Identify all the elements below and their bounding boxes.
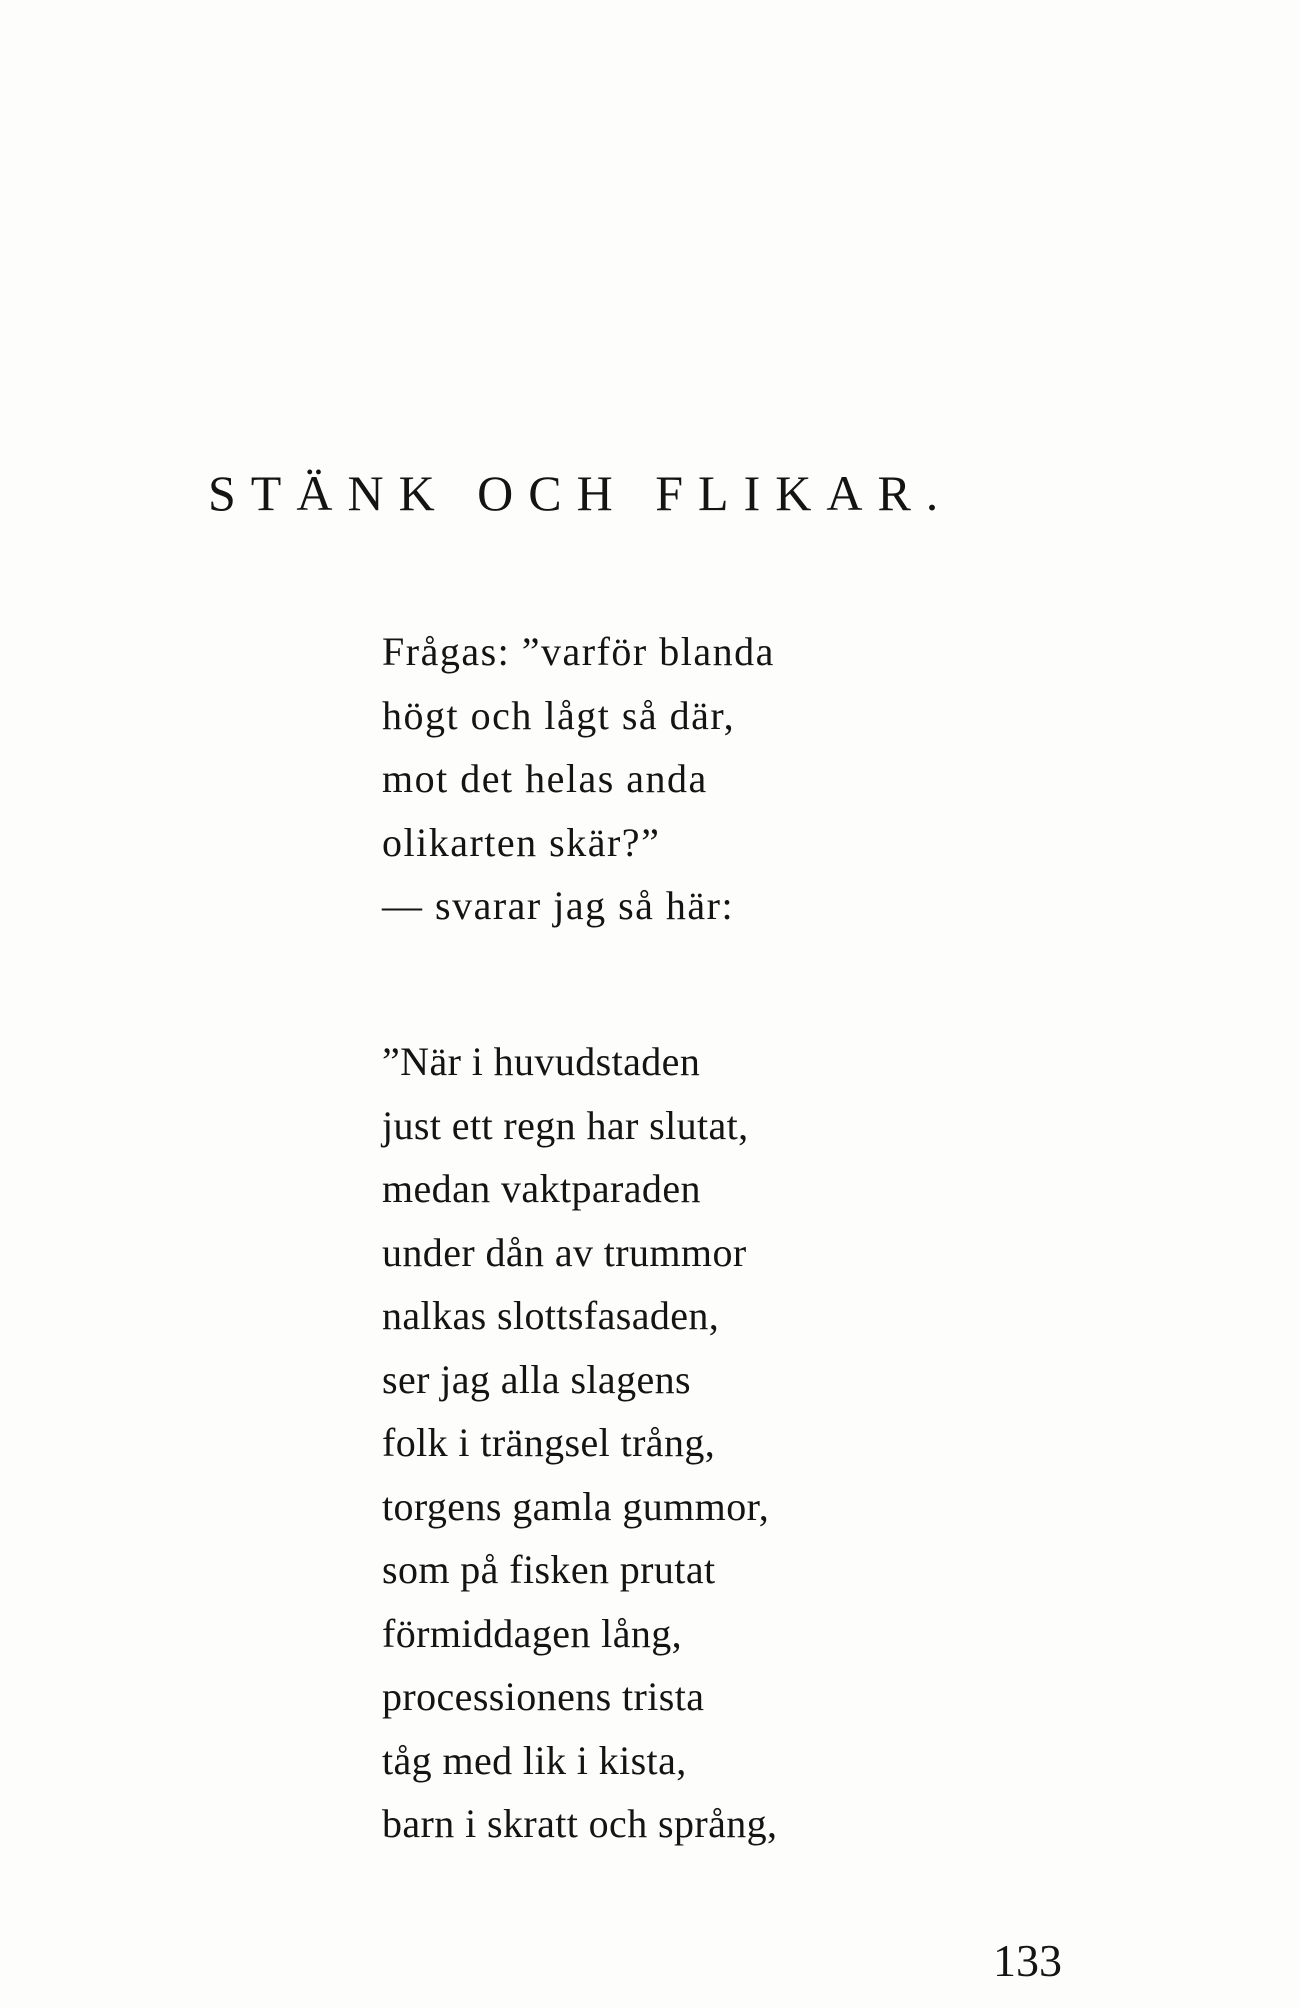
poem-line: medan vaktparaden xyxy=(382,1166,701,1211)
stanza-1 xyxy=(382,620,775,938)
stanza-2 xyxy=(382,1030,777,1856)
poem-line: tåg med lik i kista, xyxy=(382,1737,687,1783)
poem-line: just ett regn har slutat, xyxy=(382,1102,749,1148)
poem-line: under dån av trummor xyxy=(382,1229,747,1275)
poem-line: processionens trista xyxy=(382,1674,705,1719)
poem-line: ”När i huvudstaden xyxy=(382,1039,701,1084)
poem-line: torgens gamla gummor, xyxy=(382,1483,770,1529)
poem-line: som på fisken prutat xyxy=(382,1547,716,1592)
poem-line: — svarar jag så här: xyxy=(382,883,735,928)
poem-line: högt och lågt så där, xyxy=(382,692,736,738)
poem-line: mot det helas anda xyxy=(382,756,708,801)
poem-line: Frågas: ”varför blanda xyxy=(382,629,775,674)
poem-line: förmiddagen lång, xyxy=(382,1610,683,1656)
poem-line: olikarten skär?” xyxy=(382,819,661,865)
page-number: 133 xyxy=(993,1935,1062,1986)
poem-line: barn i skratt och språng, xyxy=(382,1801,778,1846)
poem-line: ser jag alla slagens xyxy=(382,1356,691,1402)
poem-line: folk i trängsel trång, xyxy=(382,1420,716,1465)
poem-title: STÄNK OCH FLIKAR. xyxy=(208,465,954,521)
poem-line: nalkas slottsfasaden, xyxy=(382,1293,720,1338)
